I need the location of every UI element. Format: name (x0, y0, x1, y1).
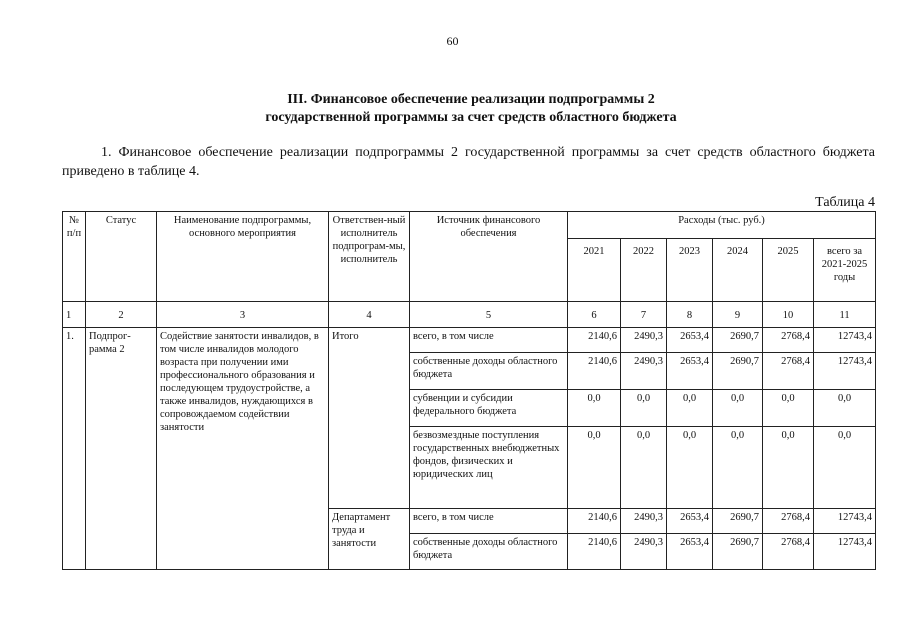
value-cell: 2690,7 (713, 353, 763, 390)
value-cell: 0,0 (763, 390, 814, 427)
row-num: 1. (63, 328, 86, 570)
value-cell: 2653,4 (667, 328, 713, 353)
value-cell: 2140,6 (568, 534, 621, 570)
financing-table (62, 211, 876, 570)
source-cell: всего, в том числе (410, 509, 568, 534)
source-cell: всего, в том числе (410, 328, 568, 353)
header-year: 2021 (568, 239, 621, 302)
header-num: № п/п (63, 212, 86, 302)
table-row (63, 328, 876, 353)
source-cell: собственные доходы областного бюджета (410, 534, 568, 570)
value-cell: 2768,4 (763, 353, 814, 390)
value-cell: 2140,6 (568, 328, 621, 353)
value-cell: 0,0 (568, 427, 621, 509)
row-status: Подпрог-рамма 2 (86, 328, 157, 570)
column-number: 3 (157, 302, 329, 328)
value-cell: 2140,6 (568, 509, 621, 534)
column-number: 8 (667, 302, 713, 328)
row-executor-department: Департамент труда и занятости (329, 509, 410, 570)
value-cell: 2653,4 (667, 509, 713, 534)
value-cell: 0,0 (621, 390, 667, 427)
value-cell: 12743,4 (814, 328, 876, 353)
value-cell: 0,0 (621, 427, 667, 509)
column-number: 9 (713, 302, 763, 328)
value-cell: 2490,3 (621, 328, 667, 353)
value-cell: 2653,4 (667, 353, 713, 390)
value-cell: 0,0 (814, 390, 876, 427)
header-source: Источник финансового обеспечения (410, 212, 568, 302)
value-cell: 0,0 (667, 427, 713, 509)
header-row (63, 212, 876, 239)
value-cell: 2690,7 (713, 328, 763, 353)
value-cell: 12743,4 (814, 353, 876, 390)
column-number: 7 (621, 302, 667, 328)
column-number: 4 (329, 302, 410, 328)
header-year-total: всего за 2021-2025 годы (814, 239, 876, 302)
value-cell: 2653,4 (667, 534, 713, 570)
section-heading-line2: государственной программы за счет средств областного бюджета (265, 110, 677, 125)
header-status: Статус (86, 212, 157, 302)
column-number: 11 (814, 302, 876, 328)
value-cell: 12743,4 (814, 534, 876, 570)
value-cell: 2768,4 (763, 328, 814, 353)
source-cell: безвозмездные поступления государственных внебюджетных фондов, физических и юридических лиц (410, 427, 568, 509)
value-cell: 2140,6 (568, 353, 621, 390)
source-cell: субвенции и субсидии федерального бюджета (410, 390, 568, 427)
header-year: 2022 (621, 239, 667, 302)
table-caption: Таблица 4 (815, 195, 875, 210)
value-cell: 0,0 (667, 390, 713, 427)
header-year: 2023 (667, 239, 713, 302)
value-cell: 2490,3 (621, 534, 667, 570)
row-executor-total: Итого (329, 328, 410, 509)
value-cell: 2490,3 (621, 509, 667, 534)
value-cell: 0,0 (814, 427, 876, 509)
column-number: 5 (410, 302, 568, 328)
value-cell: 2690,7 (713, 509, 763, 534)
source-cell: собственные доходы областного бюджета (410, 353, 568, 390)
value-cell: 12743,4 (814, 509, 876, 534)
value-cell: 0,0 (713, 390, 763, 427)
header-year: 2025 (763, 239, 814, 302)
column-number: 1 (63, 302, 86, 328)
column-numbers-row (63, 302, 876, 328)
value-cell: 0,0 (568, 390, 621, 427)
value-cell: 2768,4 (763, 509, 814, 534)
header-executor: Ответствен-ный исполнитель подпрограм-мы, исполнитель (329, 212, 410, 302)
value-cell: 2768,4 (763, 534, 814, 570)
column-number: 2 (86, 302, 157, 328)
header-name: Наименование подпрограммы, основного мероприятия (157, 212, 329, 302)
header-year: 2024 (713, 239, 763, 302)
value-cell: 0,0 (713, 427, 763, 509)
section-heading (62, 91, 880, 127)
intro-paragraph: 1. Финансовое обеспечение реализации подпрограммы 2 государственной программы за счет средств областного бюджета приведено в таблице 4. (62, 145, 875, 179)
value-cell: 2690,7 (713, 534, 763, 570)
row-activity-name: Содействие занятости инвалидов, в том числе инвалидов молодого возраста при получении ими профессионального образования и последующем трудоустройстве, а также инвалидов, нуждающихся в сопровождаемом содействии занятости (157, 328, 329, 570)
column-number: 6 (568, 302, 621, 328)
section-heading-line1: III. Финансовое обеспечение реализации подпрограммы 2 (287, 92, 655, 107)
value-cell: 2490,3 (621, 353, 667, 390)
header-expenses: Расходы (тыс. руб.) (568, 212, 876, 239)
column-number: 10 (763, 302, 814, 328)
page-number: 60 (446, 34, 459, 48)
value-cell: 0,0 (763, 427, 814, 509)
